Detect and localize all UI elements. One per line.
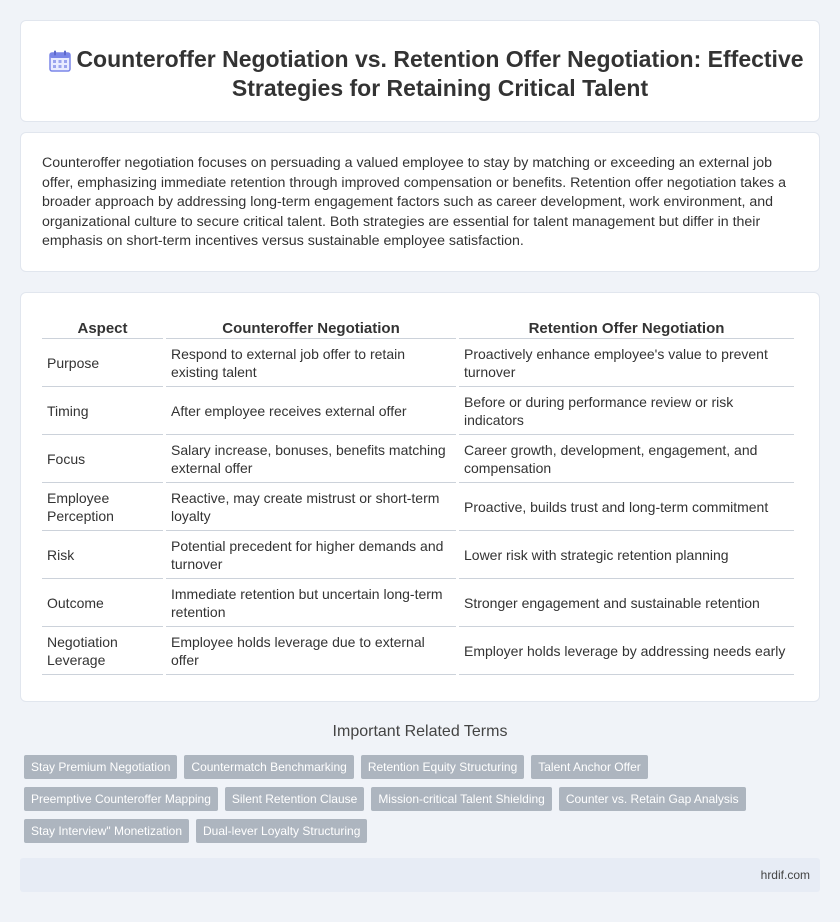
footer-bar (20, 858, 820, 892)
related-term-tag[interactable]: Stay Interview" Monetization (24, 819, 189, 843)
row-counteroffer: Respond to external job offer to retain existing talent (166, 339, 456, 387)
row-counteroffer: Reactive, may create mistrust or short-term loyalty (166, 483, 456, 531)
row-retention: Stronger engagement and sustainable retention (459, 579, 794, 627)
table-row (42, 387, 794, 435)
header-retention: Retention Offer Negotiation (459, 314, 794, 339)
table-row (42, 531, 794, 579)
related-term-tag[interactable]: Talent Anchor Offer (531, 755, 648, 779)
row-retention: Proactive, builds trust and long-term commitment (459, 483, 794, 531)
title-card (20, 20, 820, 122)
row-counteroffer: After employee receives external offer (166, 387, 456, 435)
row-aspect: Negotiation Leverage (42, 627, 163, 675)
intro-card (20, 132, 820, 272)
related-term-tag[interactable]: Silent Retention Clause (225, 787, 364, 811)
related-terms-title: Important Related Terms (332, 723, 508, 740)
row-aspect: Risk (42, 531, 163, 579)
row-counteroffer: Potential precedent for higher demands and turnover (166, 531, 456, 579)
related-term-tag[interactable]: Preemptive Counteroffer Mapping (24, 787, 218, 811)
row-counteroffer: Employee holds leverage due to external offer (166, 627, 456, 675)
row-counteroffer: Immediate retention but uncertain long-term retention (166, 579, 456, 627)
table-row (42, 579, 794, 627)
row-aspect: Purpose (42, 339, 163, 387)
comparison-card (20, 292, 820, 702)
row-retention: Lower risk with strategic retention planning (459, 531, 794, 579)
row-aspect: Employee Perception (42, 483, 163, 531)
row-aspect: Outcome (42, 579, 163, 627)
row-aspect: Focus (42, 435, 163, 483)
related-term-tag[interactable]: Retention Equity Structuring (361, 755, 524, 779)
page-title: Counteroffer Negotiation vs. Retention Offer Negotiation: Effective Strategies for Retaining Critical Talent (76, 46, 804, 101)
table-row (42, 627, 794, 675)
table-row (42, 435, 794, 483)
row-retention: Before or during performance review or risk indicators (459, 387, 794, 435)
related-term-tag[interactable]: Dual-lever Loyalty Structuring (196, 819, 367, 843)
related-term-tag[interactable]: Stay Premium Negotiation (24, 755, 177, 779)
header-counteroffer: Counteroffer Negotiation (166, 314, 456, 339)
intro-paragraph: Counteroffer negotiation focuses on persuading a valued employee to stay by matching or exceeding an external job offer, emphasizing immediate retention through improved compensation or benefits. Retention offer negotiation takes a broader approach by addressing long-term engagement factors such as career development, work environment, and organizational culture to secure critical talent. Both strategies are essential for talent management but differ in their emphasis on short-term incentives versus sustainable employee satisfaction. (42, 155, 786, 249)
related-term-tag[interactable]: Counter vs. Retain Gap Analysis (559, 787, 746, 811)
header-aspect: Aspect (42, 314, 163, 339)
comparison-table (39, 314, 797, 675)
table-header-row (42, 314, 794, 339)
row-retention: Employer holds leverage by addressing needs early (459, 627, 794, 675)
related-term-tag[interactable]: Mission-critical Talent Shielding (371, 787, 552, 811)
row-counteroffer: Salary increase, bonuses, benefits matching external offer (166, 435, 456, 483)
table-row (42, 339, 794, 387)
table-row (42, 483, 794, 531)
row-retention: Proactively enhance employee's value to prevent turnover (459, 339, 794, 387)
row-aspect: Timing (42, 387, 163, 435)
footer-site[interactable]: hrdif.com (760, 868, 810, 882)
related-terms-list (24, 755, 804, 851)
row-retention: Career growth, development, engagement, and compensation (459, 435, 794, 483)
related-term-tag[interactable]: Countermatch Benchmarking (184, 755, 353, 779)
